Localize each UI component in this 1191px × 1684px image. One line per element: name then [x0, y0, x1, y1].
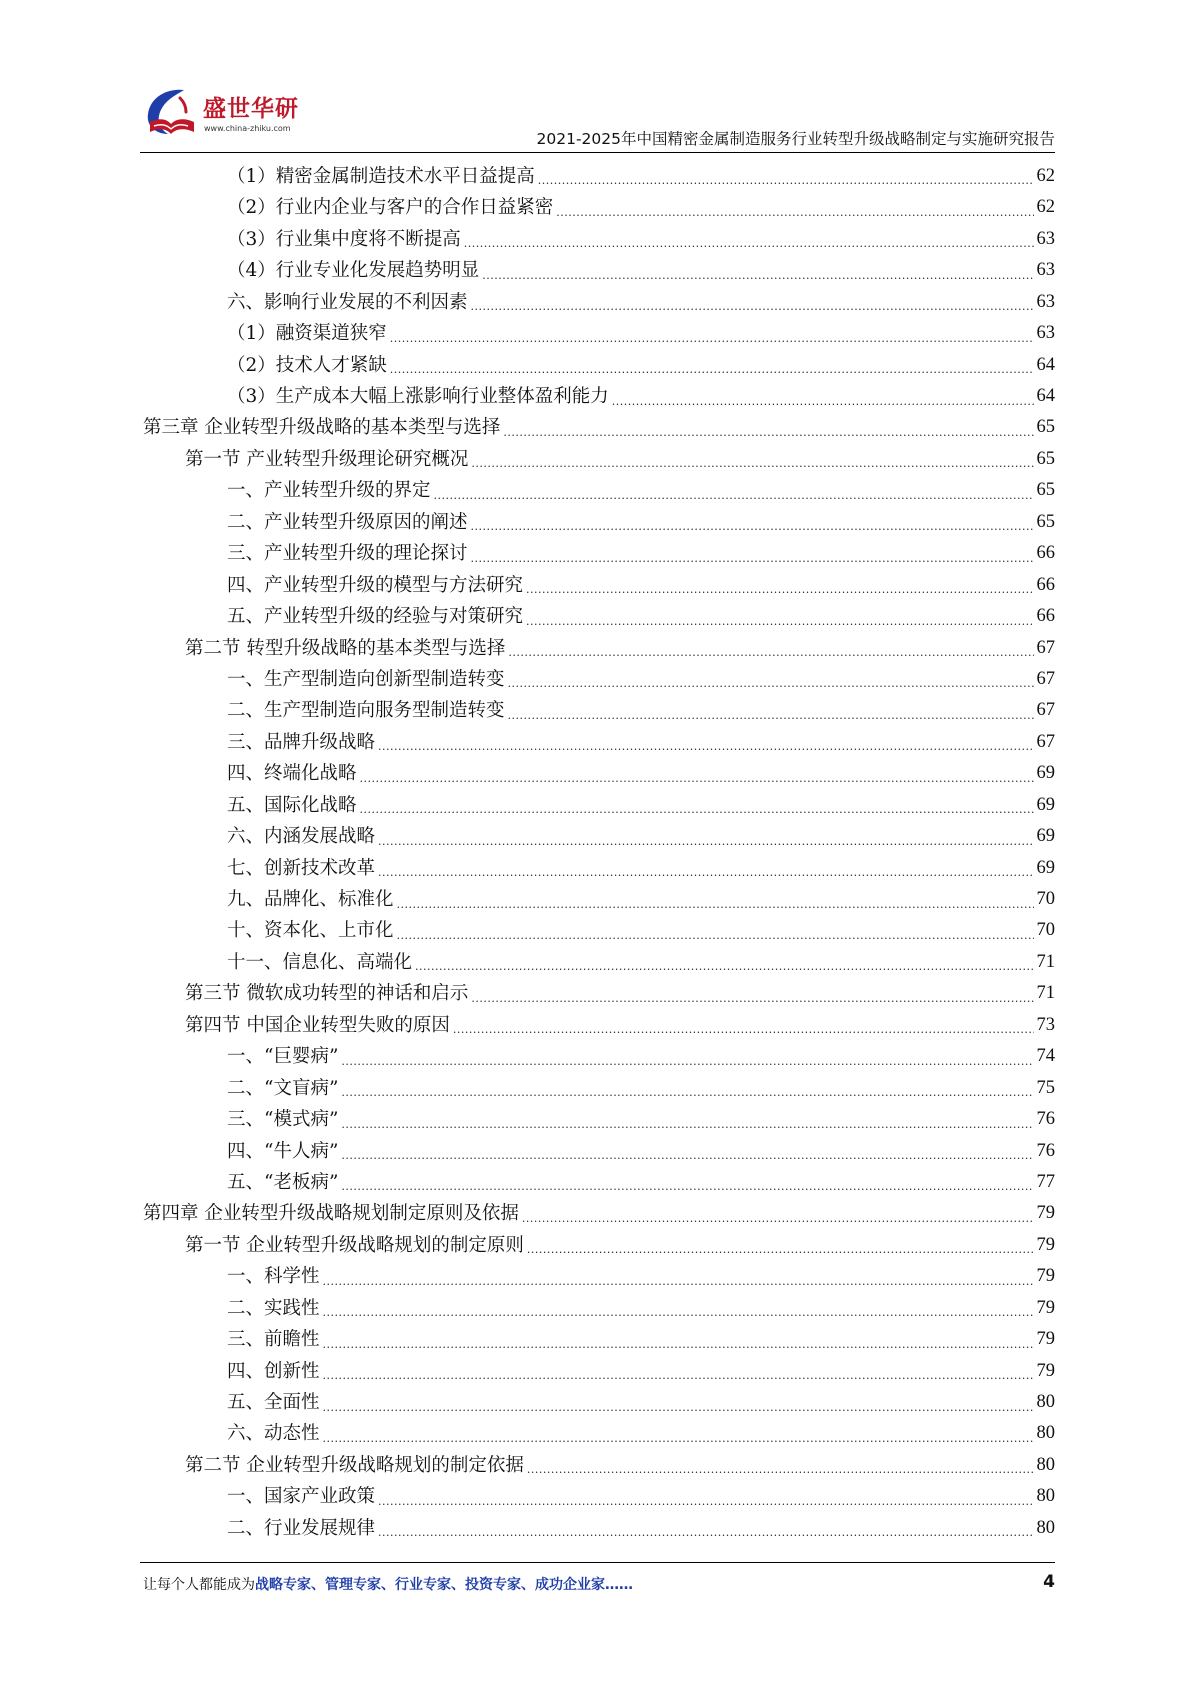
dot-leader	[378, 862, 1033, 884]
dot-leader	[471, 453, 1033, 475]
toc-entry-page: 79	[1036, 1297, 1055, 1318]
toc-entry-page: 69	[1036, 763, 1055, 784]
toc-entry[interactable]	[143, 287, 1055, 318]
toc-entry-page: 76	[1036, 1140, 1055, 1161]
toc-entry-title: 六、影响行业发展的不利因素	[227, 291, 468, 313]
toc-entry-page: 63	[1036, 323, 1055, 344]
toc-entry[interactable]	[143, 664, 1055, 695]
toc-entry[interactable]	[143, 1167, 1055, 1198]
dot-leader	[397, 925, 1034, 947]
dot-leader	[341, 1051, 1033, 1073]
dot-leader	[378, 1491, 1033, 1513]
toc-entry[interactable]	[143, 727, 1055, 758]
book-swoosh-logo-icon	[140, 84, 202, 144]
dot-leader	[508, 673, 1034, 695]
toc-entry-page: 79	[1036, 1203, 1055, 1224]
toc-entry[interactable]	[143, 381, 1055, 412]
toc-entry-page: 62	[1036, 197, 1055, 218]
page-header	[140, 80, 1055, 154]
toc-entry[interactable]	[143, 161, 1055, 192]
dot-leader	[323, 1271, 1034, 1293]
toc-entry-page: 79	[1036, 1234, 1055, 1255]
toc-entry-title: 一、科学性	[227, 1266, 320, 1288]
dot-leader	[323, 1302, 1034, 1324]
toc-entry-page: 66	[1036, 606, 1055, 627]
toc-entry[interactable]	[143, 1293, 1055, 1324]
dot-leader	[612, 391, 1034, 413]
toc-entry[interactable]	[143, 1010, 1055, 1041]
toc-entry-title: 六、内涵发展战略	[227, 826, 376, 848]
table-of-contents	[143, 161, 1055, 1544]
logo-brand-name: 盛世华研	[203, 96, 299, 122]
toc-entry[interactable]	[143, 1513, 1055, 1544]
header-divider	[140, 152, 1055, 153]
toc-entry-title: 三、前瞻性	[227, 1329, 320, 1351]
toc-entry-title: 六、动态性	[227, 1423, 320, 1445]
dot-leader	[471, 296, 1034, 318]
dot-leader	[341, 1176, 1033, 1198]
toc-entry-page: 70	[1036, 889, 1055, 910]
toc-entry[interactable]	[143, 884, 1055, 915]
toc-entry[interactable]	[143, 1261, 1055, 1292]
toc-entry-title: 一、“巨婴病”	[227, 1046, 339, 1068]
toc-entry-page: 65	[1036, 448, 1055, 469]
toc-entry-title: 十一、信息化、高端化	[227, 951, 413, 973]
dot-leader	[508, 642, 1033, 664]
toc-entry-page: 69	[1036, 826, 1055, 847]
dot-leader	[434, 485, 1034, 507]
toc-entry-page: 66	[1036, 543, 1055, 564]
toc-entry[interactable]	[143, 853, 1055, 884]
toc-entry-title: 第三节 微软成功转型的神话和启示	[185, 983, 469, 1005]
toc-entry-title: （1）融资渠道狭窄	[227, 323, 387, 345]
dot-leader	[415, 956, 1033, 978]
dot-leader	[503, 422, 1033, 444]
toc-entry-page: 65	[1036, 511, 1055, 532]
toc-entry-page: 80	[1036, 1454, 1055, 1475]
dot-leader	[378, 831, 1033, 853]
toc-entry[interactable]	[143, 821, 1055, 852]
company-logo	[140, 84, 320, 144]
toc-entry[interactable]	[143, 1419, 1055, 1450]
toc-entry-page: 79	[1036, 1266, 1055, 1287]
toc-entry-title: 九、品牌化、标准化	[227, 889, 394, 911]
dot-leader	[471, 516, 1034, 538]
toc-entry-title: 一、产业转型升级的界定	[227, 480, 431, 502]
toc-entry-page: 70	[1036, 920, 1055, 941]
footer-slogan	[143, 1574, 633, 1594]
toc-entry-page: 79	[1036, 1329, 1055, 1350]
toc-entry[interactable]	[143, 695, 1055, 726]
toc-entry[interactable]	[143, 916, 1055, 947]
toc-entry-title: 五、全面性	[227, 1392, 320, 1414]
dot-leader	[522, 1208, 1034, 1230]
toc-entry[interactable]	[143, 1387, 1055, 1418]
dot-leader	[323, 1397, 1034, 1419]
toc-entry-page: 71	[1036, 983, 1055, 1004]
toc-entry-title: 四、“牛人病”	[227, 1140, 339, 1162]
toc-entry-title: （3）行业集中度将不断提高	[227, 228, 461, 250]
toc-entry-page: 64	[1036, 354, 1055, 375]
dot-leader	[471, 988, 1033, 1010]
toc-entry-page: 69	[1036, 794, 1055, 815]
slogan-prefix: 让每个人都能成为	[143, 1577, 255, 1593]
toc-entry-page: 80	[1036, 1517, 1055, 1538]
dot-leader	[323, 1365, 1034, 1387]
toc-entry-page: 74	[1036, 1046, 1055, 1067]
dot-leader	[378, 736, 1033, 758]
dot-leader	[341, 1082, 1033, 1104]
toc-entry-page: 63	[1036, 260, 1055, 281]
toc-entry[interactable]	[143, 538, 1055, 569]
toc-entry[interactable]	[143, 224, 1055, 255]
dot-leader	[323, 1334, 1034, 1356]
toc-entry[interactable]	[143, 570, 1055, 601]
toc-entry-page: 69	[1036, 857, 1055, 878]
dot-leader	[471, 548, 1034, 570]
dot-leader	[341, 1145, 1033, 1167]
toc-entry-page: 65	[1036, 480, 1055, 501]
toc-entry-page: 75	[1036, 1077, 1055, 1098]
toc-entry-page: 63	[1036, 291, 1055, 312]
dot-leader	[526, 579, 1033, 601]
toc-entry-title: （2）技术人才紧缺	[227, 354, 387, 376]
toc-entry[interactable]	[143, 633, 1055, 664]
toc-entry-title: 一、生产型制造向创新型制造转变	[227, 668, 505, 690]
dot-leader	[390, 359, 1034, 381]
toc-entry-title: 五、“老板病”	[227, 1171, 339, 1193]
dot-leader	[508, 705, 1034, 727]
dot-leader	[390, 328, 1034, 350]
toc-entry-title: （3）生产成本大幅上涨影响行业整体盈利能力	[227, 386, 609, 408]
toc-entry[interactable]	[143, 1356, 1055, 1387]
dot-leader	[527, 1239, 1034, 1261]
toc-entry-title: 五、国际化战略	[227, 794, 357, 816]
toc-entry-title: （1）精密金属制造技术水平日益提高	[227, 165, 535, 187]
dot-leader	[538, 170, 1034, 192]
toc-entry-page: 71	[1036, 951, 1055, 972]
toc-entry-page: 77	[1036, 1171, 1055, 1192]
toc-entry[interactable]	[143, 318, 1055, 349]
toc-entry[interactable]	[143, 947, 1055, 978]
dot-leader	[341, 1114, 1033, 1136]
page-number: 4	[1043, 1572, 1055, 1592]
toc-entry[interactable]	[143, 1073, 1055, 1104]
toc-entry[interactable]	[143, 790, 1055, 821]
toc-entry-page: 67	[1036, 731, 1055, 752]
toc-entry[interactable]	[143, 1041, 1055, 1072]
toc-entry-title: 第一节 产业转型升级理论研究概况	[185, 448, 469, 470]
toc-entry-title: 二、“文盲病”	[227, 1077, 339, 1099]
toc-entry-title: 第三章 企业转型升级战略的基本类型与选择	[143, 417, 501, 439]
dot-leader	[527, 1459, 1034, 1481]
logo-website: www.china-zhiku.com	[204, 124, 291, 133]
toc-entry[interactable]	[143, 192, 1055, 223]
dot-leader	[360, 768, 1034, 790]
toc-entry-page: 67	[1036, 637, 1055, 658]
dot-leader	[556, 202, 1033, 224]
toc-entry[interactable]	[143, 601, 1055, 632]
toc-entry-title: （4）行业专业化发展趋势明显	[227, 260, 480, 282]
toc-entry-title: 二、产业转型升级原因的阐述	[227, 511, 468, 533]
slogan-highlight: 战略专家、管理专家、行业专家、投资专家、成功企业家……	[255, 1577, 633, 1593]
report-title: 2021-2025年中国精密金属制造服务行业转型升级战略制定与实施研究报告	[536, 130, 1055, 148]
dot-leader	[464, 233, 1034, 255]
toc-entry-page: 79	[1036, 1360, 1055, 1381]
toc-entry-title: 三、“模式病”	[227, 1109, 339, 1131]
toc-entry-page: 80	[1036, 1423, 1055, 1444]
dot-leader	[378, 1522, 1033, 1544]
toc-entry-page: 64	[1036, 386, 1055, 407]
toc-entry-page: 62	[1036, 165, 1055, 186]
toc-entry-title: 二、实践性	[227, 1297, 320, 1319]
toc-entry[interactable]	[143, 444, 1055, 475]
toc-entry[interactable]	[143, 255, 1055, 286]
toc-entry-title: 十、资本化、上市化	[227, 920, 394, 942]
toc-entry-page: 67	[1036, 700, 1055, 721]
toc-entry[interactable]	[143, 1198, 1055, 1229]
toc-entry-title: 五、产业转型升级的经验与对策研究	[227, 606, 524, 628]
toc-entry-page: 63	[1036, 228, 1055, 249]
toc-entry-title: 三、产业转型升级的理论探讨	[227, 543, 468, 565]
dot-leader	[453, 1019, 1034, 1041]
toc-entry-title: 第二节 转型升级战略的基本类型与选择	[185, 637, 506, 659]
toc-entry-page: 80	[1036, 1392, 1055, 1413]
dot-leader	[360, 799, 1034, 821]
toc-entry-page: 67	[1036, 668, 1055, 689]
toc-entry-page: 66	[1036, 574, 1055, 595]
toc-entry-title: 三、品牌升级战略	[227, 731, 376, 753]
toc-entry-title: 一、国家产业政策	[227, 1486, 376, 1508]
dot-leader	[323, 1428, 1034, 1450]
toc-entry[interactable]	[143, 475, 1055, 506]
toc-entry-page: 76	[1036, 1109, 1055, 1130]
toc-entry-title: 四、终端化战略	[227, 763, 357, 785]
toc-entry-title: 四、创新性	[227, 1360, 320, 1382]
toc-entry[interactable]	[143, 978, 1055, 1009]
toc-entry-title: 第四节 中国企业转型失败的原因	[185, 1014, 450, 1036]
toc-entry[interactable]	[143, 1450, 1055, 1481]
toc-entry[interactable]	[143, 1230, 1055, 1261]
toc-entry-title: 七、创新技术改革	[227, 857, 376, 879]
toc-entry-title: 二、生产型制造向服务型制造转变	[227, 700, 505, 722]
footer-divider	[140, 1562, 1055, 1563]
dot-leader	[397, 894, 1034, 916]
toc-entry[interactable]	[143, 758, 1055, 789]
toc-entry-title: 四、产业转型升级的模型与方法研究	[227, 574, 524, 596]
toc-entry-page: 80	[1036, 1486, 1055, 1507]
toc-entry-title: （2）行业内企业与客户的合作日益紧密	[227, 197, 554, 219]
toc-entry[interactable]	[143, 507, 1055, 538]
toc-entry[interactable]	[143, 1104, 1055, 1135]
toc-entry[interactable]	[143, 350, 1055, 381]
dot-leader	[482, 265, 1033, 287]
toc-entry-title: 二、行业发展规律	[227, 1517, 376, 1539]
toc-entry-title: 第一节 企业转型升级战略规划的制定原则	[185, 1234, 524, 1256]
toc-entry[interactable]	[143, 1481, 1055, 1512]
toc-entry-title: 第四章 企业转型升级战略规划制定原则及依据	[143, 1203, 519, 1225]
toc-entry-title: 第二节 企业转型升级战略规划的制定依据	[185, 1454, 524, 1476]
dot-leader	[526, 611, 1033, 633]
toc-entry[interactable]	[143, 1136, 1055, 1167]
toc-entry-page: 65	[1036, 417, 1055, 438]
toc-entry-page: 73	[1036, 1014, 1055, 1035]
toc-entry[interactable]	[143, 413, 1055, 444]
toc-entry[interactable]	[143, 1324, 1055, 1355]
